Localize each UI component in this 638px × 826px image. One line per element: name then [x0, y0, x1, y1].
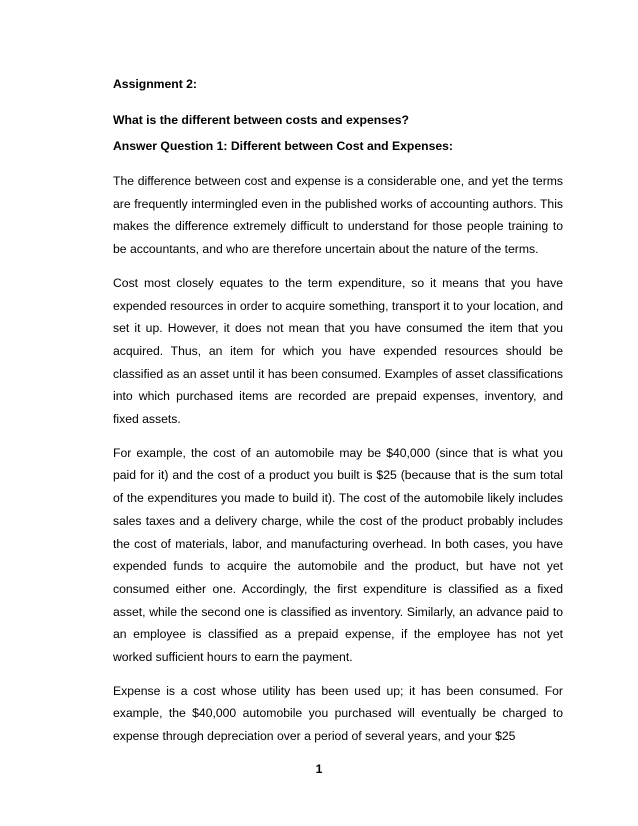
page-number: 1	[315, 762, 323, 776]
assignment-title: Assignment 2:	[113, 77, 197, 91]
paragraph-expense-definition: Expense is a cost whose utility has been used up; it has been consumed. For example, the $40,000 automobile you purchased will eventually be charged to expense through depreciation over a period of several years, and your $25	[113, 683, 563, 744]
answer-heading: Answer Question 1: Different between Cost and Expenses:	[113, 139, 453, 153]
paragraph-cost-vs-expense: The difference between cost and expense is a considerable one, and yet the terms are frequently intermingled even in the published works of accounting authors. This makes the difference extremely difficult to understand for those people training to be accountants, and who are therefore uncertain about the nature of the terms.	[113, 174, 563, 257]
paragraph-example: For example, the cost of an automobile may be $40,000 (since that is what you paid for it) and the cost of a product you built is $25 (because that is the sum total of the expenditures you made to build it). The cost of the automobile likely includes sales taxes and a delivery charge, while the cost of the product probably includes the cost of materials, labor, and manufacturing overhead. In both cases, you have expended funds to acquire the automobile and the product, but have not yet consumed either one. Accordingly, the first expenditure is classified as a fixed asset, while the second one is classified as inventory. Similarly, an advance paid to an employee is classified as a prepaid expense, if the employee has not yet worked sufficient hours to earn the payment.	[113, 445, 563, 665]
question-heading: What is the different between costs and expenses?	[113, 113, 409, 127]
paragraph-cost-definition: Cost most closely equates to the term expenditure, so it means that you have expended resources in order to acquire something, transport it to your location, and set it up. However, it does not mean that you have consumed the item that you acquired. Thus, an item for which you have expended resources should be classified as an asset until it has been consumed. Examples of asset classifications into which purchased items are recorded are prepaid expenses, inventory, and fixed assets.	[113, 275, 563, 427]
document-body	[113, 76, 563, 759]
